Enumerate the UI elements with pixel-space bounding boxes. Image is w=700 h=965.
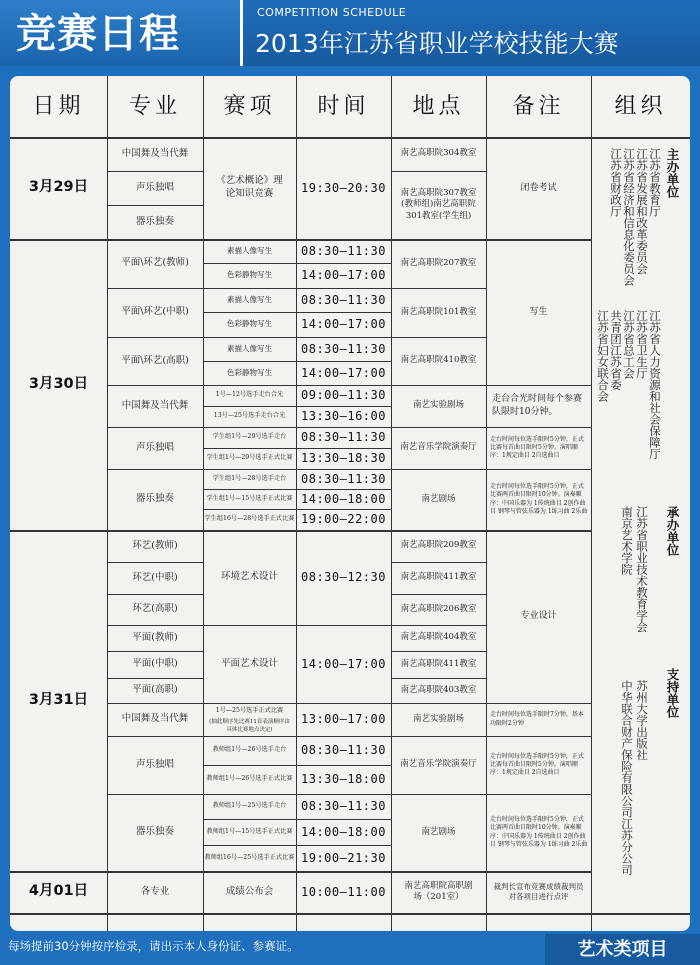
venue-cell: 南艺高职院207教室 — [400, 257, 477, 268]
title-en: COMPETITION SCHEDULE — [257, 6, 407, 19]
org-host: 共青团江苏省委 — [609, 310, 623, 391]
venue-cell: 南艺音乐学院演奏厅 — [400, 442, 477, 453]
org-host: 江苏省教育厅 — [648, 148, 662, 217]
venue-cell: 南艺高职院307教室(教师组)南艺高职院301教室(学生组) — [400, 187, 477, 221]
remark-cell: 走台时间每位选手限时7分钟，基本功限时2分钟 — [490, 711, 584, 727]
major-cell: 环艺(中职) — [132, 571, 178, 583]
host-heading: 主办单位 — [665, 148, 680, 198]
table-header — [10, 76, 690, 137]
venue-cell: 南艺高职院206教室 — [400, 603, 477, 614]
time-cell: 13:30—18:30 — [301, 451, 386, 466]
event-cell: 学生组16号—28号选手正式比赛 — [204, 515, 295, 523]
time-cell: 08:30—11:30 — [301, 743, 386, 758]
col-header-event: 赛项 — [223, 94, 276, 119]
remark-cell: 走台合光时间每个参赛队限时10分钟。 — [492, 393, 583, 417]
remark-cell: 写生 — [529, 306, 548, 317]
venue-cell: 南艺高职院410教室 — [400, 355, 477, 366]
event-cell: 平面艺术设计 — [220, 657, 278, 669]
major-cell: 平面\环艺(教师) — [121, 257, 189, 269]
title-main: 2013年江苏省职业学校技能大赛 — [255, 29, 619, 58]
event-cell: 《艺术概论》理论知识竞赛 — [216, 175, 283, 199]
event-cell: 1号—12号选手走台合光 — [215, 391, 284, 399]
time-cell: 08:30—11:30 — [301, 430, 386, 445]
major-cell: 器乐独奏 — [135, 493, 174, 505]
major-cell: 平面(教师) — [132, 631, 178, 643]
org-undertaker: 江苏省职业技术教育学会 — [635, 506, 649, 633]
event-note: (抽此顺序先比赛11首表演顺序由具体比赛地点决定) — [209, 719, 290, 733]
time-cell: 19:00—22:00 — [301, 512, 386, 527]
remark-cell: 裁判长宣布竞赛成绩裁判员对各项目进行点评 — [493, 881, 584, 901]
event-cell: 色彩静物写生 — [227, 319, 272, 329]
event-cell: 素描人像写生 — [227, 343, 272, 353]
event-cell: 13号—25号选手走台合光 — [213, 412, 286, 420]
time-cell: 19:00—21:30 — [301, 850, 386, 865]
time-cell: 08:30—11:30 — [301, 243, 386, 258]
org-host: 江苏省卫生厅 — [635, 310, 649, 379]
venue-cell: 南艺实验剧场 — [412, 713, 464, 724]
event-cell: 学生组1号—28号选手走台 — [212, 474, 287, 482]
time-cell: 10:00—11:00 — [301, 884, 386, 899]
remark-cell: 闭卷考试 — [520, 182, 557, 193]
major-cell: 平面(高职) — [132, 684, 178, 696]
title-cn: 竞赛日程 — [16, 11, 180, 57]
major-cell: 器乐独奏 — [135, 215, 174, 227]
footer-note: 每场提前30分钟按序检录，请出示本人身份证、参赛证。 — [8, 939, 299, 953]
event-cell: 色彩静物写生 — [227, 367, 272, 377]
event-cell: 教师组1号—26号选手走台 — [212, 746, 287, 754]
support-heading: 支持单位 — [665, 668, 680, 718]
major-cell: 中国舞及当代舞 — [121, 399, 189, 411]
org-supporter: 中华联合财产保险有限公司江苏分公司 — [620, 680, 634, 876]
org-host: 江苏省总工会 — [622, 310, 636, 379]
date-0329: 3月29日 — [28, 179, 89, 196]
org-host: 江苏省妇女联合会 — [596, 310, 610, 402]
org-host: 江苏省经济和信息化委员会 — [622, 148, 636, 286]
time-cell: 08:30—11:30 — [301, 471, 386, 486]
venue-cell: 南艺高职院403教室 — [400, 684, 477, 695]
event-cell: 教师组1号—25号选手走台 — [212, 802, 287, 810]
header — [0, 0, 700, 66]
major-cell: 环艺(教师) — [132, 539, 178, 551]
org-host: 江苏省财政厅 — [609, 148, 623, 217]
major-cell: 声乐独唱 — [135, 758, 174, 770]
remark-cell: 走台时间每位选手限时5分钟，正式比赛两首曲目限时10分钟。演奏顺序：中国乐器为 1传统曲目 2创作曲目 钢琴与管弦乐器为 1练习曲 2乐曲 — [490, 816, 588, 848]
event-cell: 学生组1号—29号选手走台 — [212, 433, 287, 441]
time-cell: 13:00—17:00 — [301, 712, 386, 727]
org-undertaker: 南京艺术学院 — [620, 506, 634, 575]
time-cell: 14:00—17:00 — [301, 365, 386, 380]
venue-cell: 南艺剧场 — [421, 493, 456, 504]
time-cell: 19:30—20:30 — [301, 180, 386, 195]
col-header-time: 时间 — [317, 94, 370, 119]
date-0331: 3月31日 — [28, 691, 89, 708]
time-cell: 14:00—17:00 — [301, 656, 386, 671]
event-cell: 学生组1号—29号选手正式比赛 — [206, 454, 293, 462]
time-cell: 08:30—11:30 — [301, 292, 386, 307]
major-cell: 环艺(高职) — [132, 603, 178, 615]
event-cell: 1号—25号选手正式比赛 — [215, 707, 284, 715]
remark-cell: 走台时间每位选手限时5分钟，正式比赛两首曲目限时10分钟。演奏顺序：中国乐器为 1传统曲目 2创作曲目 钢琴与管弦乐器为 1练习曲 2乐曲 — [490, 483, 588, 515]
major-cell: 各专业 — [140, 885, 170, 897]
col-header-org: 组织 — [614, 94, 667, 119]
footer-tag: 艺术类项目 — [545, 934, 700, 965]
remark-cell: 走台时间每位选手限时5分钟，正式比赛每首曲目限时5分钟。演唱顺序：1规定曲目 2自选曲目 — [490, 435, 584, 460]
date-0401: 4月01日 — [28, 883, 89, 900]
time-cell: 09:00—11:30 — [301, 388, 386, 403]
venue-cell: 南艺高职院404教室 — [400, 632, 477, 643]
venue-cell: 南艺高职院101教室 — [400, 306, 477, 317]
venue-cell: 南艺音乐学院演奏厅 — [400, 759, 477, 770]
time-cell: 13:30—18:00 — [301, 772, 386, 787]
time-cell: 08:30—11:30 — [301, 799, 386, 814]
major-cell: 中国舞及当代舞 — [121, 713, 189, 725]
undertake-heading: 承办单位 — [665, 506, 680, 556]
venue-cell: 南艺高职院高职剧场（201室） — [404, 880, 473, 902]
time-cell: 14:00—17:00 — [301, 268, 386, 283]
col-header-remark: 备注 — [512, 94, 565, 119]
event-cell: 教师组16号—25号选手正式比赛 — [204, 853, 295, 861]
event-cell: 素描人像写生 — [227, 294, 272, 304]
col-header-major: 专业 — [128, 94, 181, 119]
venue-cell: 南艺高职院209教室 — [400, 540, 477, 551]
major-cell: 声乐独唱 — [135, 181, 174, 193]
venue-cell: 南艺高职院411教室 — [400, 658, 477, 669]
col-header-venue: 地点 — [412, 94, 465, 119]
venue-cell: 南艺高职院304教室 — [400, 148, 477, 159]
major-cell: 器乐独奏 — [135, 826, 174, 838]
remark-cell: 走台时间每位选手限时5分钟，正式比赛每首曲目限时5分钟。演唱顺序：1规定曲目 2自选曲目 — [490, 752, 584, 777]
time-cell: 14:00—18:00 — [301, 824, 386, 839]
time-cell: 13:30—16:00 — [301, 409, 386, 424]
time-cell: 08:30—11:30 — [301, 341, 386, 356]
time-cell: 08:30—12:30 — [301, 570, 386, 585]
time-cell: 14:00—17:00 — [301, 317, 386, 332]
org-host: 江苏省发展和改革委员会 — [635, 148, 649, 275]
major-cell: 中国舞及当代舞 — [121, 147, 189, 159]
org-supporter: 苏州大学出版社 — [635, 680, 649, 761]
major-cell: 平面\环艺(中职) — [121, 306, 189, 318]
venue-cell: 南艺高职院411教室 — [400, 572, 477, 583]
col-header-date: 日期 — [32, 94, 85, 119]
event-cell: 素描人像写生 — [227, 245, 272, 255]
event-cell: 学生组1号—15号选手正式比赛 — [206, 494, 293, 502]
major-cell: 平面(中职) — [132, 658, 178, 670]
venue-cell: 南艺实验剧场 — [412, 400, 464, 411]
date-0330: 3月30日 — [28, 375, 89, 392]
schedule-panel — [10, 76, 690, 931]
major-cell: 平面\环艺(高职) — [121, 354, 189, 366]
venue-cell: 南艺剧场 — [421, 826, 456, 837]
event-cell: 教师组1号—15号选手正式比赛 — [206, 827, 293, 835]
time-cell: 14:00—18:00 — [301, 491, 386, 506]
event-cell: 色彩静物写生 — [227, 270, 272, 280]
org-host: 江苏省人力资源和社会保障厅 — [648, 310, 662, 460]
title-box — [240, 0, 700, 66]
event-cell: 教师组1号—26号选手正式比赛 — [206, 775, 293, 783]
event-cell: 环境艺术设计 — [220, 571, 278, 583]
event-cell: 成绩公布会 — [225, 885, 274, 897]
major-cell: 声乐独唱 — [135, 441, 174, 453]
remark-cell: 专业设计 — [520, 611, 557, 622]
